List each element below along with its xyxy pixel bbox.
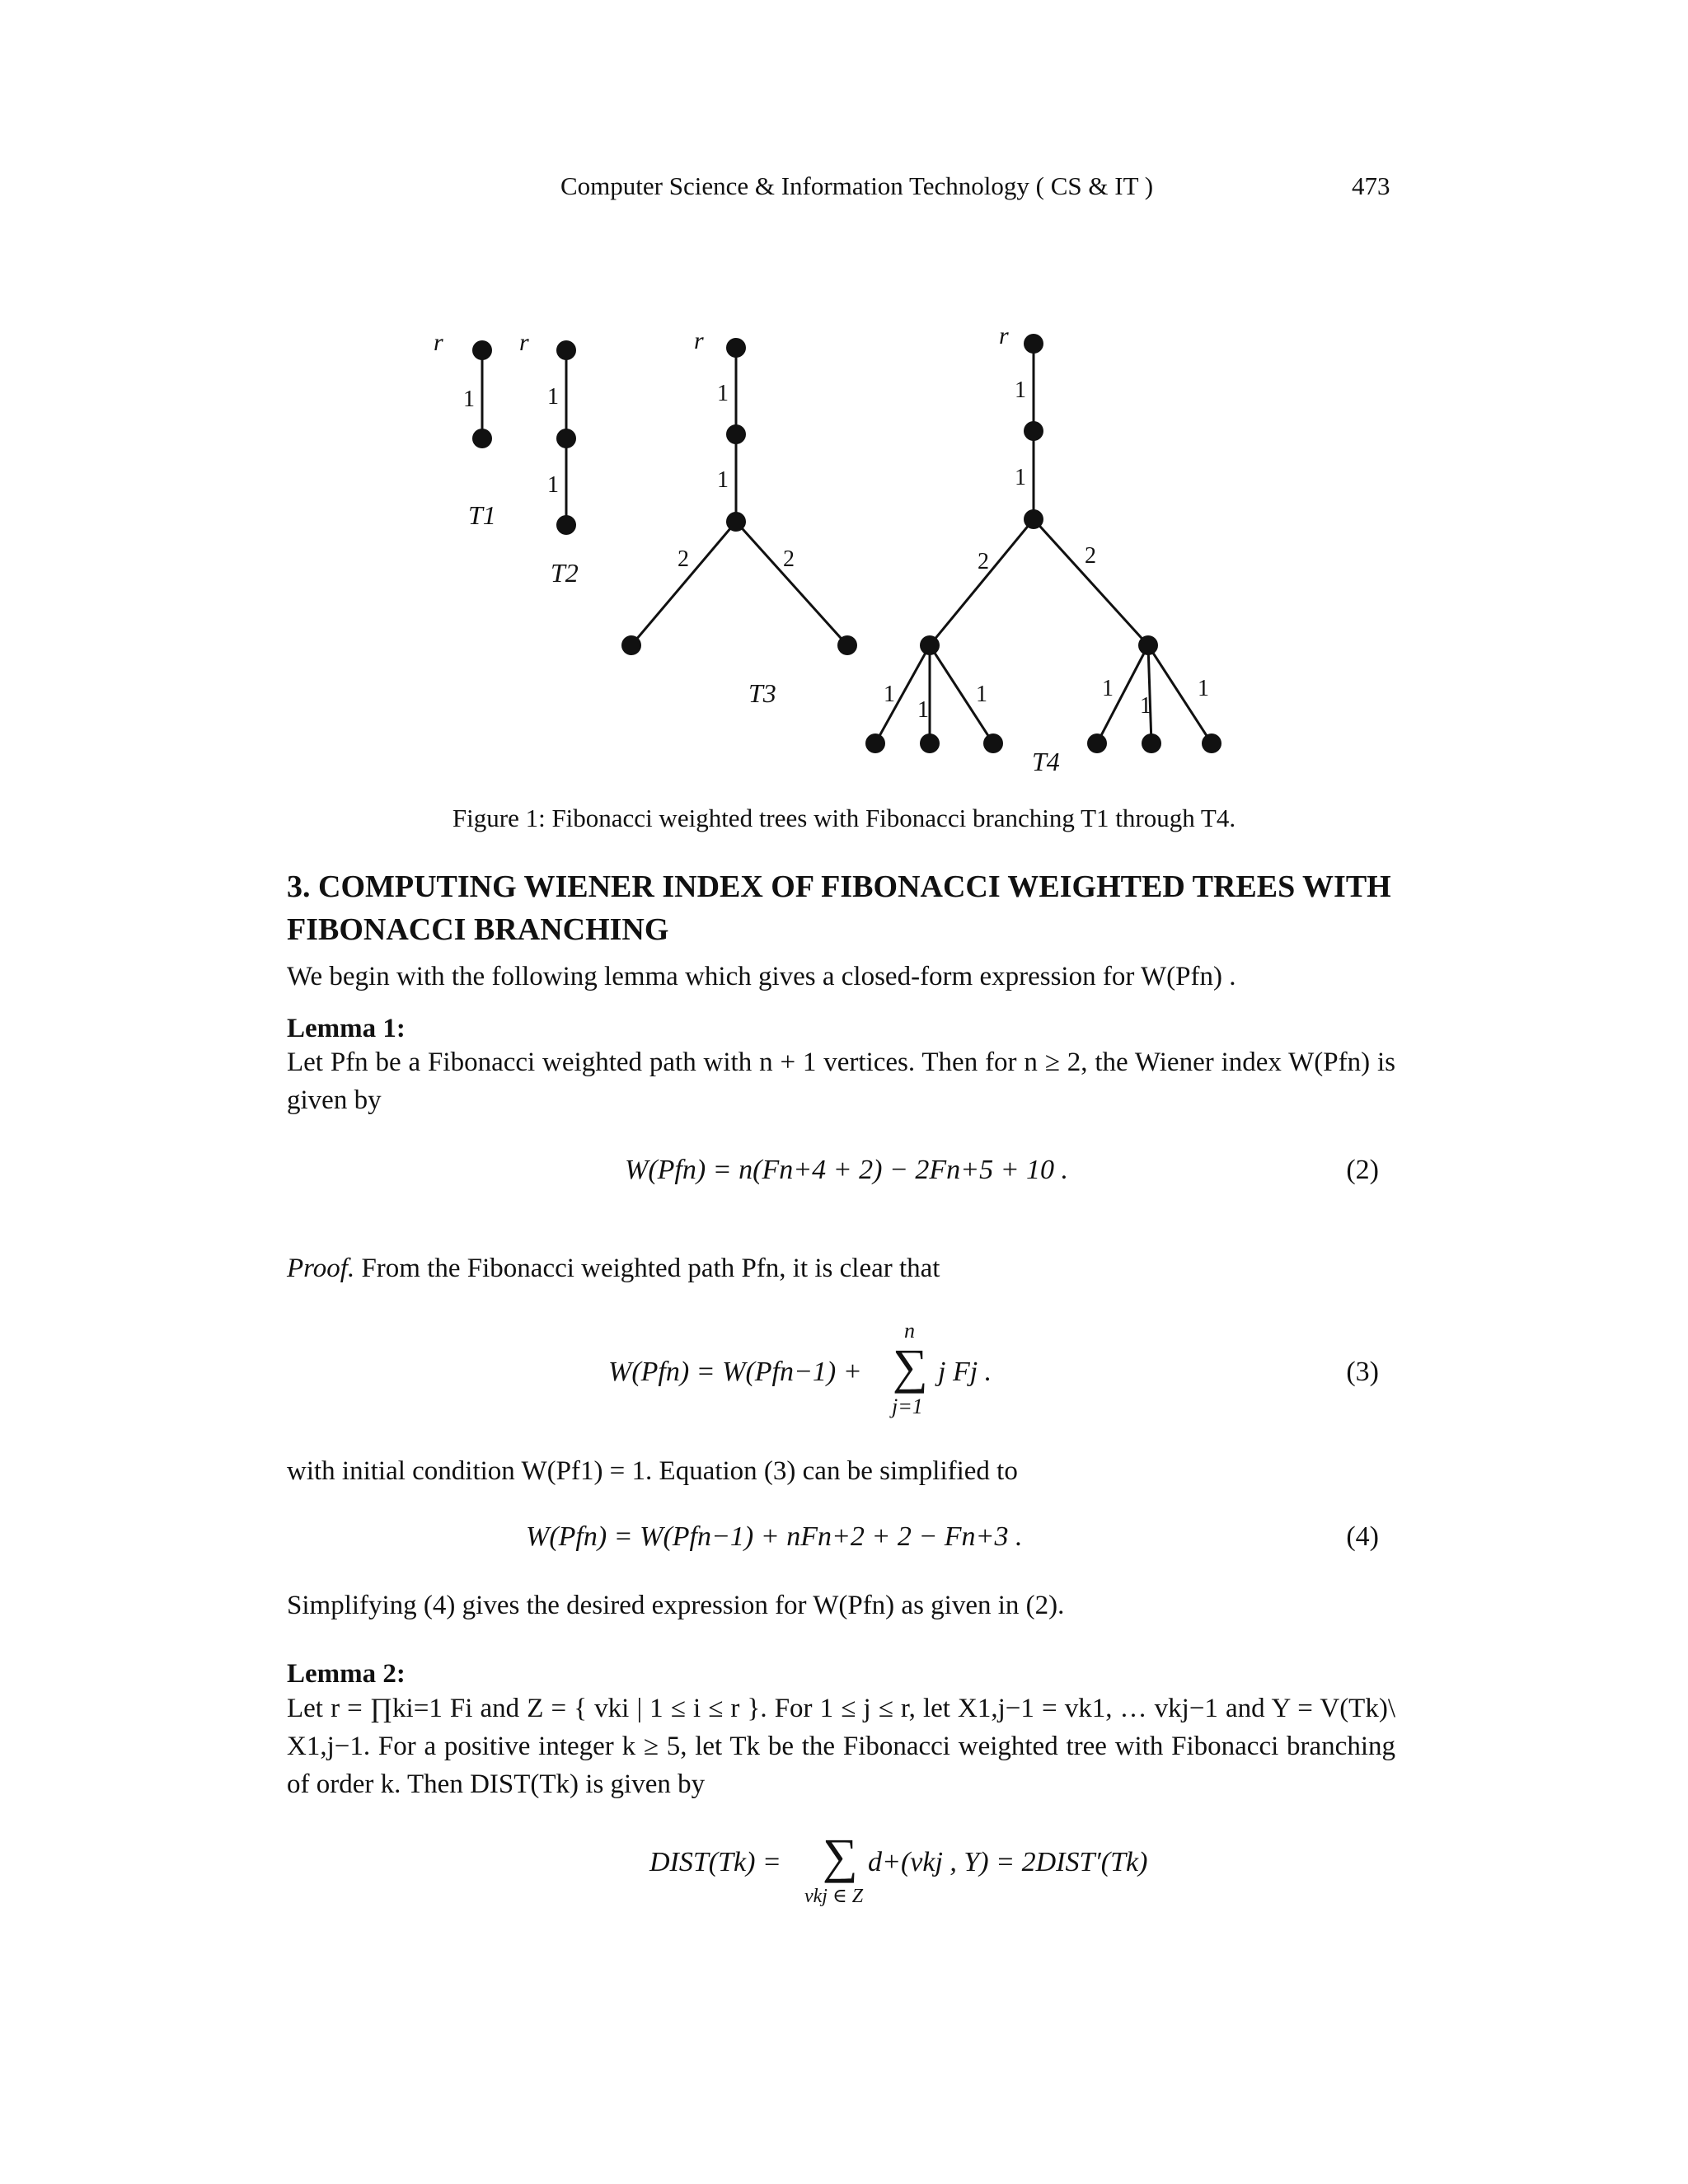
equation-5 xyxy=(287,1821,1395,1920)
root-label: r xyxy=(519,329,529,356)
equation-3 xyxy=(287,1319,1395,1426)
tree-label: T3 xyxy=(748,678,776,708)
equation-3-right: j Fj . xyxy=(938,1357,992,1387)
figure-caption: Figure 1: Fibonacci weighted trees with Fibonacci branching T1 through T4. xyxy=(452,804,1236,832)
edge-weight: 2 xyxy=(1085,543,1096,569)
edge-weight: 2 xyxy=(678,546,689,572)
proof-label: Proof. xyxy=(287,1254,355,1283)
edge-weight: 1 xyxy=(1140,693,1151,719)
proof-text: From the Fibonacci weighted path Pfn, it is clear that xyxy=(361,1254,940,1283)
equation-5-right: d+(vkj , Y) = 2DIST′(Tk) xyxy=(868,1847,1148,1877)
trees-diagram xyxy=(412,321,1286,791)
edge-weight: 1 xyxy=(547,384,559,410)
root-label: r xyxy=(694,327,704,354)
edge-weight: 1 xyxy=(917,697,929,723)
root-label: r xyxy=(434,329,443,356)
sum-lower-limit: j=1 xyxy=(892,1394,923,1418)
proof-paragraph xyxy=(287,1249,1395,1287)
lemma2-title: Lemma 2: xyxy=(287,1659,406,1689)
edge-weight: 1 xyxy=(717,467,729,493)
equation-3-left: W(Pfn) = W(Pfn−1) + xyxy=(608,1357,862,1387)
tree-label: T2 xyxy=(551,558,579,588)
section-heading: 3. COMPUTING WIENER INDEX OF FIBONACCI WEIGHTED TREES WITH FIBONACCI BRANCHING xyxy=(287,869,1391,947)
edge-weight: 2 xyxy=(783,546,795,572)
page-number: 473 xyxy=(1352,171,1390,200)
root-label: r xyxy=(999,322,1009,349)
equation-4-formula: W(Pfn) = W(Pfn−1) + nFn+2 + 2 − Fn+3 . xyxy=(526,1521,1023,1552)
edge-weight: 1 xyxy=(463,387,475,412)
edge-weight: 1 xyxy=(884,682,895,707)
lemma1-statement: Let Pfn be a Fibonacci weighted path with n + 1 vertices. Then for n ≥ 2, the Wiener index W(Pfn) is given by xyxy=(287,1047,1395,1115)
tree-label: T4 xyxy=(1032,747,1060,776)
edge-weight: 1 xyxy=(1198,676,1209,701)
edge-weight: 1 xyxy=(1102,676,1114,701)
sum-sign: ∑ xyxy=(823,1829,858,1883)
running-title: Computer Science & Information Technology ( CS & IT ) xyxy=(560,171,1154,200)
equation-2 xyxy=(287,1150,1395,1191)
edge-weight: 1 xyxy=(547,472,559,498)
equation-3-number: (3) xyxy=(1346,1357,1379,1387)
sum-upper-limit: n xyxy=(904,1319,915,1343)
lemma2-statement: Let r = ∏ki=1 Fi and Z = { vki | 1 ≤ i ≤ r }. For 1 ≤ j ≤ r, let X1,j−1 = vk1, … vkj−1 and Y = V(Tk)\ X1,j−1. For a positive integer k ≥ 5, let Tk be the Fibonacci weighted tree with Fibonacci branching of order k. Then DIST(Tk) is given by xyxy=(287,1694,1395,1799)
lemma1-title: Lemma 1: xyxy=(287,1014,406,1043)
edge-weight: 1 xyxy=(717,381,729,406)
equation-2-number: (2) xyxy=(1346,1155,1379,1185)
intro-paragraph: We begin with the following lemma which gives a closed-form expression for W(Pfn) . xyxy=(287,962,1236,991)
edge-weight: 1 xyxy=(1015,377,1026,403)
figure-fibonacci-trees xyxy=(412,321,1286,791)
sum-sign: ∑ xyxy=(893,1339,928,1394)
edge-weight: 1 xyxy=(1015,465,1026,490)
simplify-paragraph: Simplifying (4) gives the desired expression for W(Pfn) as given in (2). xyxy=(287,1591,1065,1620)
equation-4-number: (4) xyxy=(1346,1521,1379,1552)
initial-condition-paragraph: with initial condition W(Pf1) = 1. Equation (3) can be simplified to xyxy=(287,1456,1018,1486)
edge-weight: 1 xyxy=(976,682,987,707)
equation-5-left: DIST(Tk) = xyxy=(649,1847,781,1877)
equation-4 xyxy=(287,1516,1395,1558)
edge-weight: 2 xyxy=(978,549,989,574)
equation-2-formula: W(Pfn) = n(Fn+4 + 2) − 2Fn+5 + 10 . xyxy=(625,1155,1069,1185)
tree-label: T1 xyxy=(468,500,496,530)
sum-lower-limit: vkj ∈ Z xyxy=(804,1886,864,1907)
